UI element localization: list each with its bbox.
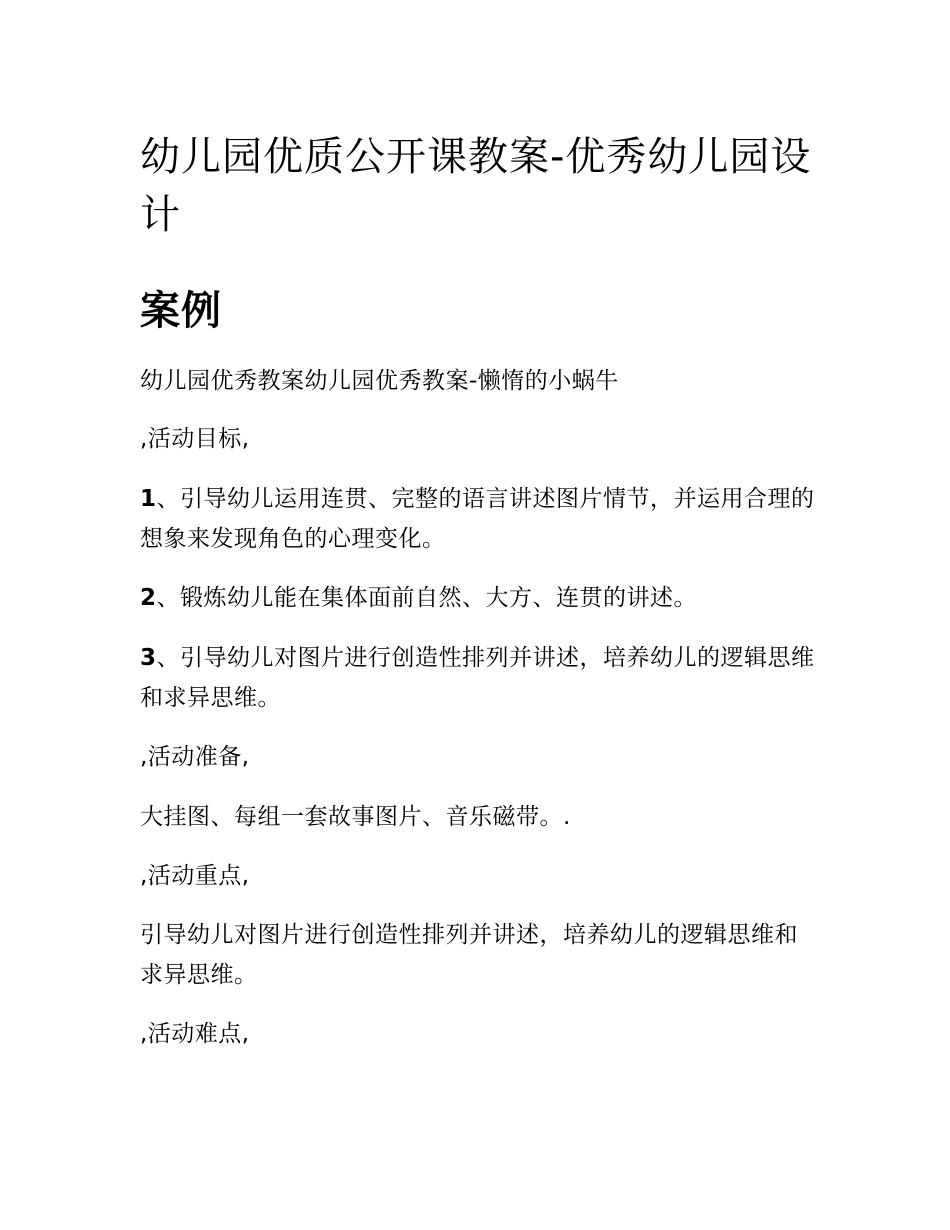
goal-number: 3 — [140, 645, 157, 671]
focus-heading: ,活动重点, — [140, 863, 250, 889]
intro-line: 幼儿园优秀教案幼儿园优秀教案-懒惰的小蜗牛 — [140, 368, 619, 394]
document-title: 幼儿园优质公开课教案-优秀幼儿园设计 — [140, 134, 812, 238]
goals-heading: ,活动目标, — [140, 426, 250, 452]
preparation-heading: ,活动准备, — [140, 744, 250, 770]
goal-text: 、锻炼幼儿能在集体面前自然、大方、连贯的讲述。 — [156, 585, 698, 611]
goal-text: 、引导幼儿运用连贯、完整的语言讲述图片情节，并运用合理的想象来发现角色的心理变化。 — [140, 486, 815, 552]
goal-item-3 — [140, 638, 820, 718]
focus-text: 引导幼儿对图片进行创造性排列并讲述，培养幼儿的逻辑思维和求异思维。 — [140, 922, 798, 988]
goal-item-2 — [140, 578, 820, 618]
goal-item-1 — [140, 479, 820, 559]
difficulty-heading: ,活动难点, — [140, 1021, 250, 1047]
preparation-text: 大挂图、每组一套故事图片、音乐磁带。. — [140, 804, 571, 830]
goal-number: 1 — [140, 486, 157, 512]
goal-number: 2 — [140, 585, 157, 611]
document-subtitle: 案例 — [140, 288, 222, 334]
goal-text: 、引导幼儿对图片进行创造性排列并讲述，培养幼儿的逻辑思维和求异思维。 — [140, 645, 815, 711]
